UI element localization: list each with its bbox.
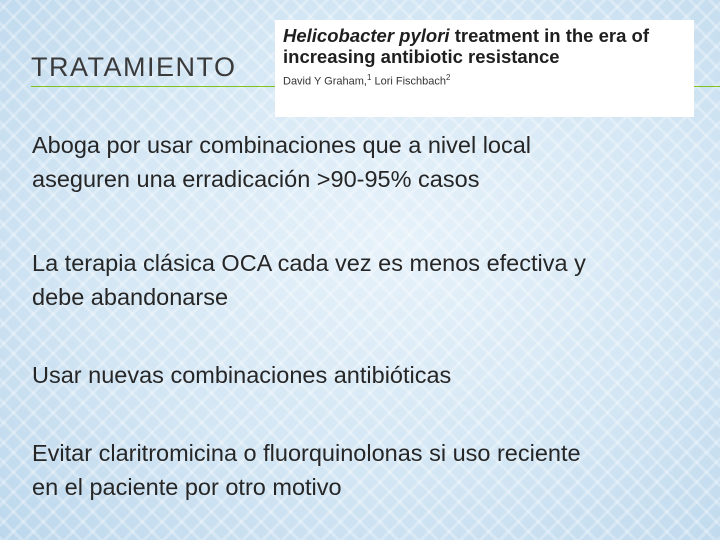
citation-author-2: Lori Fischbach — [371, 75, 447, 88]
citation-author-1: David Y Graham, — [283, 75, 367, 88]
citation-author-2-sup: 2 — [446, 73, 451, 82]
citation-authors — [283, 73, 686, 88]
citation-title-rest: treatment in the era of increasing antibiotic resistance — [283, 25, 649, 67]
bullet-list — [32, 128, 702, 504]
bullet-item: Usar nuevas combinaciones antibióticas — [32, 362, 452, 388]
bullet-item: Evitar claritromicina o fluorquinolonas si uso reciente en el paciente por otro motivo — [32, 440, 581, 500]
citation-author-1-sup: 1 — [366, 73, 372, 82]
bullet-item: Aboga por usar combinaciones que a nivel local aseguren una erradicación >90-95% casos — [32, 132, 532, 192]
citation-title-italic: Helicobacter pylori — [283, 25, 450, 46]
citation-title — [283, 25, 686, 67]
bullet-item: La terapia clásica OCA cada vez es menos efectiva y debe abandonarse — [32, 250, 586, 310]
slide-title: TRATAMIENTO — [31, 52, 237, 82]
citation-image — [275, 20, 694, 117]
